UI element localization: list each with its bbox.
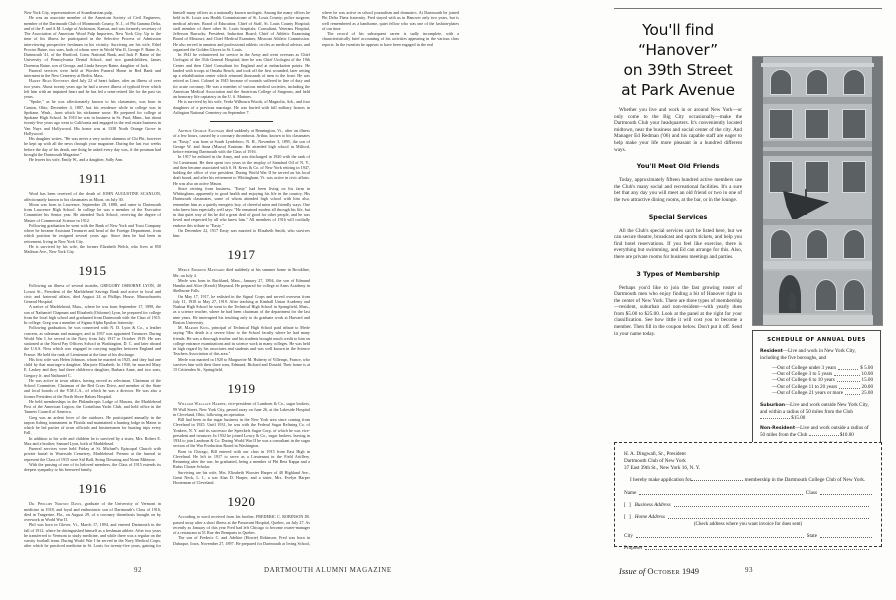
home-address-label: Home Address <box>634 514 665 521</box>
obituary-paragraph: "Spoke," as he was affectionately known to his classmates, was born in Canton, Ohio, December 4, 1887, but his residence while in college was in Spokane, Wash., from which his nickname arose. He prepared for college at Spokane High School. In 1910 he was in business in St. Paul, Minn., but about twenty-five years ago went to California and engaged in the real estate business in Van Nuys and Hollywood. His home was at 1338 North Orange Grove in Hollywood. <box>24 99 161 136</box>
coupon-city-row[interactable] <box>624 533 872 539</box>
dues-line-amount: 15.00 <box>861 377 873 384</box>
city-input[interactable] <box>636 537 804 538</box>
obituary-paragraph: Word has been received of the death of JOHN AUGUSTINE SCANLON, affectionately known to his classmates as Moon, on July 30. <box>24 191 161 202</box>
photo-window <box>769 161 793 193</box>
dues-line-amount: 25.00 <box>861 390 873 397</box>
photo-cornice-band <box>763 97 871 104</box>
ad-headline-line-4: at Park Avenue <box>621 81 735 99</box>
obituary-paragraph: The record of his subsequent career is sadly incomplete, with a characteristically brief accounting of his activities appearing in the various class reports. In the twenties he appears to have been engaged in the real <box>322 31 459 47</box>
obituary-paragraph: Following graduation he went with the Bank of New York and Trust Company where he became Assistant Treasurer and head of the Foreign Department, from which position he resigned several years ago. Since then he had been in retirement, living in New York City. <box>24 222 161 244</box>
coupon-application-pre: I hereby make application for <box>630 477 692 484</box>
name-input[interactable] <box>639 494 802 495</box>
photo-window-row-3 <box>763 109 871 139</box>
obituary-subject-name: Dr. Phillips Norton Davis <box>29 501 82 507</box>
photo-window <box>842 161 866 193</box>
obituary-paragraph: According to word received from his brother, FREDERIC C. ROBINSON JR. passed away after a short illness at the Passavant Hospital, Quebec, on July 27. As recently as January of this year Fred had left Chicago to become owner-manager of a restaurant at 51 Rue des Remparts in Quebec. <box>173 514 310 535</box>
obituary-paragraph: With the passing of one of its beloved members, the Class of 1915 extends its deepest sympathy to his bereaved family. <box>24 461 161 472</box>
folio-right: 93 <box>745 566 753 574</box>
photo-ground-cornice <box>763 261 871 269</box>
obituary-paragraph: Merle was born in Buckland, Mass., January 27, 1894, the son of Edmund Hamlin and Alice (Keach) Maynard. He prepared for college at Arms Academy in Shelburne Falls. <box>173 277 310 294</box>
ad-intro-paragraph: Whether you live and work in or around New York—or only come to the Big City occasionally—make the Dartmouth Club your headquarters. It's conveniently located midtown, near the business and social center of the city. And Manager Ed Redman ('06) and his capable staff are eager to help make your life more pleasant in a hundred different ways. <box>614 107 742 153</box>
dues-nonresident-amount: $10.00 <box>839 431 854 438</box>
obituary-paragraph: Funeral services were held at Worden Funeral Home in Red Bank and interment in the New Cemetery at Berlin, Mass. <box>24 67 161 78</box>
photo-window <box>805 109 829 139</box>
class-year-heading: 1915 <box>78 263 107 279</box>
home-address-input[interactable] <box>668 518 869 519</box>
ad-headline-line-2: “Hanover” <box>638 41 718 59</box>
coupon-business-address-row[interactable] <box>624 502 872 508</box>
photo-window <box>842 109 866 139</box>
ad-section-body-friends: Today, approximately fifteen hundred active members use the Club's many social and recreational facilities. It's a sure bet that any day you will meet an old friend or two in one of the two attractive dining rooms, at the bar, or in the lounge. <box>614 177 742 203</box>
obituary-paragraph: In 1917 he enlisted in the Army, and was discharged in 1920 with the rank of 1st Lieutenant. He then spent two years in the employ of Standard Oil of N. Y., and then became associated with S. H. Kress & Co. of New York retiring in 1947, holding the office of vice president. During World War II he served on his local draft board, and after his retirement to Whitingham, Vt. was active in civic affairs. He was also an active Mason. <box>173 154 310 186</box>
dues-dot-leader <box>834 371 859 376</box>
dues-nonresident-block <box>760 425 873 439</box>
ad-section-title-friends: You'll Meet Old Friends <box>636 162 720 171</box>
photo-window-row-2 <box>763 161 871 193</box>
obituary-paragraph: Born in Chicago, Bill entered with our class in 1915 from East High in Cleveland. He left in 1917 to serve as a Lieutenant in the Field Artillery. Returning after the war, he graduated, being a member of Phi Beta Kappa and a Rufus Choate Scholar. <box>173 448 310 470</box>
state-input[interactable] <box>820 537 872 538</box>
obituary-paragraph: Bill had been in the sugar business in the New York area since coming from Cleveland in 1925. Until 1931, he was with the Federal Sugar Refining Co. of Yonkers, N. Y. and its successor the Spreckels Sugar Corp. of which he was vice-president and treasurer. In 1932 he joined Lowry & Co., sugar brokers, leaving in 1934 to join Lamborn & Co. During World War II he was a consultant in the sugar section of the War Production Board in Washington. <box>173 417 310 449</box>
dues-line-label: —Out of College 21 years or more <box>772 390 844 397</box>
dues-dot-leader <box>845 390 860 395</box>
membership-application-coupon[interactable] <box>614 442 882 552</box>
class-year-heading: 1919 <box>227 381 256 397</box>
ad-headline-line-1: You'll find <box>642 21 714 39</box>
dues-title: SCHEDULE OF ANNUAL DUES <box>767 337 866 343</box>
dues-resident-desc: —Live and work in New York City, including the five boroughs, and <box>760 348 856 362</box>
issue-label: Issue of <box>619 566 646 576</box>
page-footer <box>24 566 608 580</box>
dues-line-amount: 10.00 <box>861 371 873 377</box>
coupon-application-sentence <box>624 477 872 484</box>
dues-suburban-amount: $15.00 <box>791 415 806 422</box>
obituary-subject-name: M. Marion King <box>178 325 209 330</box>
dues-nonresident-desc: —Live and work outside a radius of 50 miles from the Club <box>760 424 869 438</box>
class-year-heading: 1920 <box>227 494 256 510</box>
photo-sidewalk <box>763 315 873 325</box>
obituary-subject-name: William Wallace Harper <box>178 401 226 407</box>
ad-section-body-services: All the Club's special services can't be listed here, but we can secure theatre, broadcast and sports tickets, and help you find hotel reservations. If you feel like exercise, there is everything but swimming, and Ed can arrange for this. Also, there are private rooms for business meetings and parties. <box>614 227 742 260</box>
photo-window <box>843 69 865 95</box>
dues-suburban-label: Suburban <box>760 402 786 408</box>
coupon-address-line-3: 37 East 39th St., New York 16, N. Y. <box>624 464 701 471</box>
obituary-subject-name: Arthur George Eastman <box>178 128 225 133</box>
proposer-label: Proposer <box>624 545 643 552</box>
obituary-paragraph: He was active in town affairs, having served as selectman, Chairman of the School Committee, Chairman of the Red Cross Drive, and member of the State and local boards of the Y.M.C.A., of which he was a director. He was also a former President of the North Shore Babies Hospital. <box>24 377 161 399</box>
dues-line-label: —Out of College 11 to 20 years <box>772 383 838 390</box>
photo-window-row-4 <box>763 69 871 95</box>
photo-left-building <box>753 57 763 325</box>
text-columns <box>24 10 608 550</box>
state-label: State <box>806 533 817 540</box>
obituary-paragraph: M. Marion King, principal of Technical High School paid tribute to Merle saying "His death is a severe blow to the School faculty where he had many friends. He was a thorough teacher and his students brought much credit to him on college entrance examinations and in science work in many colleges. He was held in high regard by his associates and students and was well known in the Science Teachers Association of this area." <box>173 325 311 357</box>
obituary-paragraph: He held memberships in the Philanthropic Lodge of Masons, the Marblehead Post of the American Legion, the Corinthian Yacht Club, and held office in the Tanners Council of America. <box>24 398 161 415</box>
class-year-heading: 1911 <box>78 171 107 187</box>
coupon-address-line-1: H. A. Dingwall, Sr., President <box>624 451 686 457</box>
obituary-paragraph: He was an associate member of the American Society of Civil Engineers, member of the Dartmouth Club of Monmouth County, N. J., of Phi Gamma Delta, and of the F. and A.M. Lodge of Atchinson, Kansas, and was formerly secretary of The Association of American Wood Pulp Importers, New York City. Up to the time of his illness he participated in the Selective Process of Admission interviewing prospective freshmen in his vicinity. Surviving are his wife, Ethel Proctor Baine, two sons, both of whom were in World War II, George F. Baine Jr., Dartmouth '41, of the Hartford, Conn. National Bank, and Jack P. Baine of the University of Pennsylvania Dental School, and two grandchildren, James Doremus Baine, son of George, and Linda Sawyer Baine, daughter of Jack. <box>24 15 161 68</box>
dues-suburban-desc: —Live and work outside New York City, and within a radius of 50 miles from the Club <box>760 401 869 415</box>
ad-section-title-services: Special Services <box>648 212 708 221</box>
photo-window <box>815 279 837 311</box>
obituary-paragraph: Moon was born in Lawrence, September 28, 1888, and came to Dartmouth from Lawrence High School. In college he was a member of the Executive Committee his Senior year. He attended Tuck School, receiving the degree of Master of Commercial Science in 1912. <box>24 201 161 223</box>
obituary-subject-name: Harry Bean Kennedy <box>29 78 70 84</box>
dues-nonresident-label: Non-Resident <box>760 425 796 431</box>
coupon-application-post: membership in the Dartmouth College Club of New York. <box>744 477 866 484</box>
class-year-heading: 1916 <box>78 481 107 497</box>
obituaries-section <box>24 10 608 555</box>
obituary-paragraph: Arthur George Eastman died suddenly at Bennington, Vt., after an illness of a few hours, caused by a coronary thrombosis. Arthur, known to his classmates as "Easty," was born at South Lyndeboro, N. H., November 3, 1895, the son of George W. and Anna (Musso) Eastman. He attended high school in Milford, before entering Dartmouth with the Class of 1916. <box>173 128 310 154</box>
dues-dot-leader <box>760 418 790 419</box>
business-address-label: Business Address <box>634 502 671 509</box>
folio-left: 92 <box>134 566 142 574</box>
obituary-paragraph: The son of Frederic C. and Adeline (Howie) Robinson, Fred was born in Dubuque, Iowa, November 27, 1897. He prepared for Dartmouth at Irving School, where he was active in school journalism and dramatics. At Dartmouth he joined Phi Delta Theta fraternity. Fred stayed with us in Hanover only two years, but is well remembered as a handsome, quiet fellow who was one of the fashion-plates of our time. <box>173 10 459 546</box>
issue-month: October <box>647 566 680 576</box>
obituary-paragraph: His first wife was Helen Johnson, whom he married in 1925, and they had one child by that marriage-a daughter, Marjorie Elizabeth. In 1930, he married Mary E. Laskey and they had three children-a daughter, Barbara Anne, and two sons, Gregory Jr. and Nathaniel C. <box>24 356 161 378</box>
coupon-name-row[interactable] <box>624 490 872 496</box>
ad-section-body-membership: Perhaps you'd like to join the fast growing roster of Dartmouth men who enjoy finding a bit of Hanover right in the center of New York. There are three types of membership—resident, suburban and non-resident—with yearly dues from $5.00 to $25.00. Look at the panel at the right for your classification. See how little it will cost you to become a member. Then fill in the coupon below. Don't put it off. Send in your name today. <box>614 284 742 337</box>
obituary-paragraph: Greg was an ardent lover of the outdoors. He participated annually in the tarpon fishing tournament in Florida and maintained a hunting lodge in Maine to which he led parties of town officials and businessmen for hunting trips every Fall. <box>24 414 161 436</box>
obituary-paragraph: Since retiring from business, "Easty" had been living on his farm in Whitingham, apparently in good health and enjoying his life in the country. His Dartmouth classmates, some of whom attended high school with him also, remember him as a quietly energetic boy, of cheerful mien and friendly ways. One who knew him especially well says: "He remained modest all through his life, but in that quiet way of his he did a great deal of good for other people, and he was loved and respected by all who knew him." All members of 1916 will cordially endorse this tribute to "Easty." <box>173 185 310 228</box>
city-label: City <box>624 533 633 540</box>
obituary-paragraph: He is survived by his wife, the former Elizabeth Welch, who lives at 850 Madison Ave., New York City. <box>24 243 161 254</box>
obituary-paragraph: On December 22, 1917 Easty was married to Elizabeth Smith, who survives him. <box>173 227 310 238</box>
photo-window <box>770 229 792 259</box>
obituary-paragraph: Dr. Phillips Norton Davis, graduate of the University of Vermont in medicine in 1918, and loyal and enthusiastic son of Dartmouth's Class of 1916, died in Tangerine, Fla., on August 29, of a coronary thrombosis brought on by overwork in World War II. <box>24 501 162 522</box>
proposer-input[interactable] <box>645 549 869 550</box>
dues-dot-leader <box>839 384 859 389</box>
coupon-home-address-row[interactable] <box>624 514 872 520</box>
dues-line-label: —Out of College under 3 years <box>772 364 837 371</box>
obituary-paragraph: Merle was married in 1920 to Marguerite M. Huberty of Villerupt, France, who survives him with their three sons, Edmund, Richard and Donald. Their home is at 15 Crittenden St., Springfield. <box>173 356 310 372</box>
ad-section-title-membership: 3 Types of Membership <box>636 269 720 278</box>
photo-balcony-rail-upper <box>763 141 871 147</box>
dues-line-label: —Out of College 3 to 5 years <box>772 371 833 377</box>
dues-resident-block <box>760 348 873 362</box>
coupon-address-line-2: Dartmouth Club of New York <box>624 457 686 464</box>
membership-type-input[interactable] <box>691 480 743 481</box>
business-address-checkbox[interactable]: [ ] <box>624 502 632 509</box>
obituary-paragraph: Funeral services were held Friday at St. Michael's Episcopal Church with private burial in Waterside Cemetery, Marblehead. Present at the funeral to represent the Class of 1915 were Sid Bull, String Downing and Norm Milmore. <box>24 446 161 462</box>
photo-window <box>806 69 828 95</box>
obituary-paragraph: Following an illness of several months, GREGORY OSBORNE LYON, 40 Locust St., President of the Marblehead Savings Bank and active in local and civic and fraternal affairs, died August 24 at Phillips House, Massachusetts General Hospital. <box>24 283 161 304</box>
obituary-paragraph: On May 17, 1917, he enlisted in the Signal Corps and served overseas from July 11, 1918 to May 27, 1919. After teaching at Kimball Union Academy and Nashua High School he went to the Technical High School in Springfield, Mass., as a science teacher, where he had been chairman of the department for the last nine years. He interrupted his teaching only to do graduate work at Harvard and Boston University. <box>173 293 310 325</box>
photo-window <box>770 69 792 95</box>
dues-schedule-panel <box>752 330 881 455</box>
ad-headline-line-3: on 39th Street <box>623 61 733 79</box>
dues-line-amount: 20.00 <box>861 383 873 390</box>
dues-suburban-block <box>760 402 873 422</box>
section-divider <box>210 121 273 122</box>
obituary-paragraph: Following graduation, he was connected with N. D. Lyon & Co., a leather concern, as salesman and manager, and in 1937 was appointed Treasurer. During World War I, he served in the Navy from July 1917 to October 1919. He was stationed at the Naval Pay Officers School in Washington, D. C. and later aboard the U.S.S. Ness which was engaged in carrying supplies between England and France. He held the rank of Lieutenant at the time of his discharge. <box>24 325 161 357</box>
magazine-title: DARTMOUTH ALUMNI MAGAZINE <box>264 566 392 574</box>
class-label: Class <box>805 490 817 497</box>
obituary-paragraph: William Wallace Harper, vice-president of Lamborn & Co., sugar brokers, 99 Wall Street, New York City, passed away on June 26, at the Lakeside Hospital in Cleveland, Ohio, following an operation. <box>173 401 311 417</box>
photo-right-building <box>872 57 882 325</box>
obituary-subject-name: Merle Edmond Maynard <box>178 267 225 273</box>
issue-line <box>619 566 699 576</box>
photo-window <box>769 109 793 139</box>
photo-window <box>843 279 865 311</box>
obituary-paragraph: He leaves his wife, Emily W., and a daughter, Sally Ann. <box>29 157 124 162</box>
home-address-checkbox[interactable]: [ ] <box>624 514 632 521</box>
class-year-heading: 1917 <box>227 247 256 263</box>
photo-window <box>805 161 829 193</box>
ad-headline <box>614 20 742 100</box>
obituary-paragraph: His daughter writes, "He was never a very active alumnus of Chi Phi; however he kept up with all the news through your magazine. During the last two weeks before the day of his death, one thing he asked every day was, if the postman had brought the Dartmouth Magazine." <box>24 136 161 157</box>
clubhouse-photo <box>752 56 883 326</box>
photo-person <box>789 293 796 311</box>
dues-dot-leader <box>809 435 839 436</box>
class-input[interactable] <box>820 494 872 495</box>
ad-copy-column <box>614 20 742 337</box>
obituary-paragraph: Surviving are his wife, Mrs. Elizabeth Wooster Harper of 40 Highland Ave., Great Neck, L. I., a son Alan D. Harper, and a sister, Mrs. Evelyn Harper Hosterman of Cleveland. <box>173 469 310 485</box>
photo-cornice-top <box>761 63 875 67</box>
name-label: Name <box>624 490 637 497</box>
obituary-paragraph: In addition to his wife and children he is survived by a sister, Mrs. Robert E. Max and a brother, Samuel Lyon, both of Marblehead. <box>24 435 161 446</box>
dues-line <box>760 390 873 396</box>
dues-line-label: —Out of College 6 to 10 years <box>772 377 835 384</box>
obituary-paragraph: Phil was born in Glover, Vt., March 17, 1894, and entered Dartmouth in the fall of 1912, where he distinguished himself as a freshman athlete. After two years he transferred to Vermont to study medicine, and while there was a regular on the varsity football team. During World War I he served in the Navy Medical Corps, after which he practiced medicine in St. Louis for twenty-five years, gaining for himself many offices as a nationally known urologist. Among the many offices he held in St. Louis was Health Commissioner of St. Louis County; police surgeon; medical adviser, Board of Education; Chief of Staff, St. Louis County Hospital; staff member of three other St. Louis hospitals; Consultant, Veterans Hospital, Jefferson Barracks; President, Induction Board; Chief of Athletic Examining Board of Missouri; and Chief Medical Examiner, Missouri Athletic Commission. He also served in amateur and professional athletic circles as medical adviser, and organized the Golden Gloves in St. Louis. <box>24 10 310 549</box>
coupon-check-note: (Check address where you want invoice for dues sent) <box>693 522 803 528</box>
photo-window <box>843 229 865 259</box>
obituary-paragraph: Merle Edmond Maynard died suddenly at his summer home in Brookline, Me. on July 4. <box>173 267 310 278</box>
dues-dot-leader <box>837 377 860 382</box>
obituary-paragraph: New York City, representatives of Scandinavian pulp. <box>24 10 113 15</box>
issue-year: 1949 <box>681 566 699 576</box>
dues-resident-label: Resident <box>760 349 783 354</box>
dues-dot-leader <box>838 365 858 370</box>
obituary-paragraph: He is survived by his wife, Verda Wilbourn Woods, of Magnolia, Ark., and four daughters of a previous marriage. He was buried with full military honors in Arlington National Cemetery on September 7. <box>173 99 310 115</box>
obituary-paragraph: In 1941 he volunteered for service in the Army and went overseas as Chief Urologist of the 35th General Hospital; later he was Chief Urologist of the 19th Center and then Chief Consultant for England and at embarkation points. He landed with troops at Omaha Beach, and took off the first wounded, later setting up a rehabilitation center which returned thousands of men to the front. He was retired as Lieut. Colonel in 1945 because of wounds suffered in line of duty and for acute coronary. He was a member of various medical societies, including the American Medical Association and the American College of Surgeons, and held an honorary life captaincy in the U. S. Marines. <box>173 52 310 99</box>
coupon-proposer-row[interactable] <box>624 545 872 551</box>
photo-balcony-rail-lower <box>763 151 871 156</box>
ad-top-rule <box>614 8 882 9</box>
dues-line-amount: $ 5.00 <box>860 364 873 371</box>
photo-window-row-1 <box>763 229 871 259</box>
obituary-paragraph: A native of Marblehead, Mass., where he was born September 17, 1898, the son of Nathaniel Chapman and Elizabeth (Osborne) Lyon, he prepared for college from the local high school and graduated from Dartmouth with the Class of 1915. In college, Greg was a member of Sigma Alpha Epsilon fraternity. <box>24 304 161 325</box>
obituary-paragraph: Harry Bean Kennedy died July 22 of heart failure, after an illness of over two years. About twenty years ago he had a severe illness of typhoid fever which left him with an impaired heart and he has led a semi-retired life for the past six years. <box>24 78 162 99</box>
photo-window <box>806 229 828 259</box>
business-address-input[interactable] <box>674 506 869 507</box>
photo-cornice-mid <box>763 219 871 225</box>
